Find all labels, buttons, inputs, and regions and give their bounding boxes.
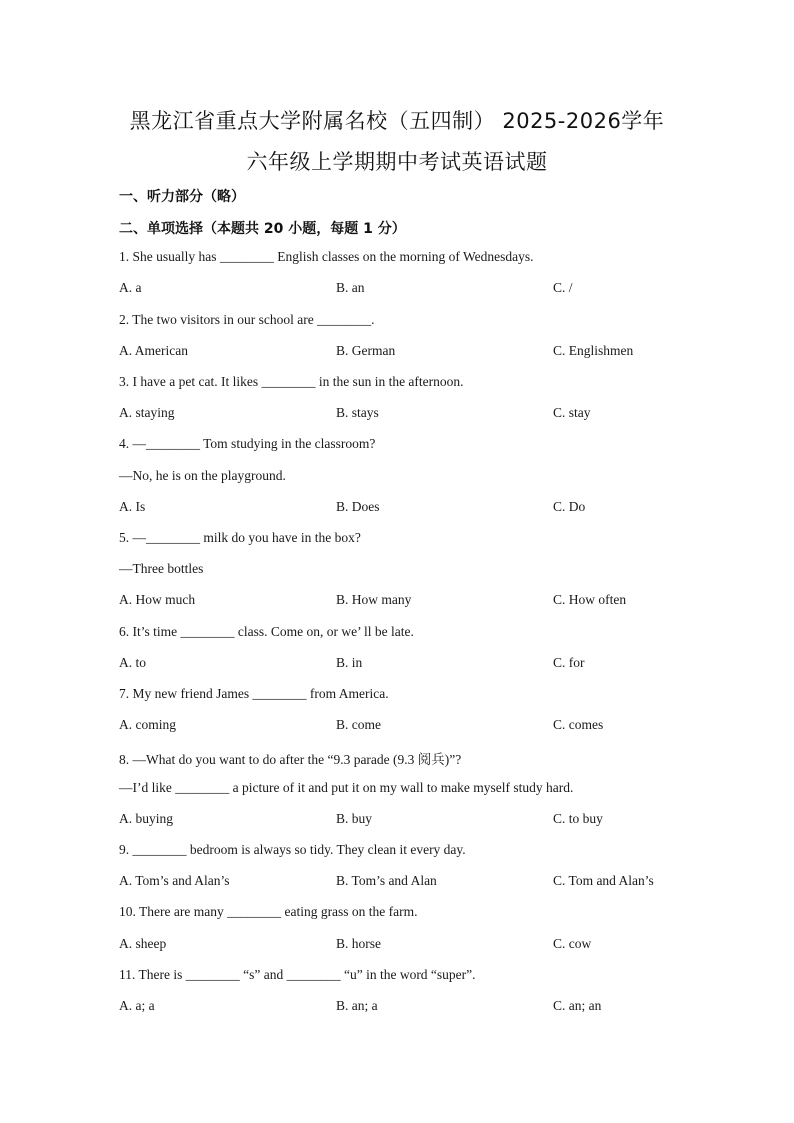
question-5-option-a: A. How much [119,592,196,607]
question-7-stem: 7. My new friend James ________ from America. [119,686,389,701]
question-2-option-a: A. American [119,343,188,358]
question-8-option-a: A. buying [119,811,173,826]
question-8-option-c: C. to buy [553,811,603,826]
question-9-option-c: C. Tom and Alan’s [553,873,654,888]
question-8-option-b: B. buy [336,811,373,826]
question-10-option-c: C. cow [553,936,592,951]
question-6-option-a: A. to [119,655,146,670]
question-4-option-b: B. Does [336,499,380,514]
question-3-option-c: C. stay [553,405,591,420]
question-4-stem: 4. —________ Tom studying in the classroom? [119,436,376,451]
question-5-stem: 5. —________ milk do you have in the box? [119,530,361,545]
question-1-option-b: B. an [336,280,365,295]
question-10-option-a: A. sheep [119,936,167,951]
question-3-option-b: B. stays [336,405,379,420]
question-1-stem: 1. She usually has ________ English classes on the morning of Wednesdays. [119,249,534,264]
question-6-option-c: C. for [553,655,585,670]
question-5-option-c: C. How often [553,592,627,607]
question-8-stem: 8. —What do you want to do after the “9.3 parade (9.3 阅兵)”? [119,752,462,767]
question-1-option-c: C. / [553,280,573,295]
question-10-option-b: B. horse [336,936,381,951]
exam-title-line2: 六年级上学期期中考试英语试题 [246,150,548,174]
question-6-option-b: B. in [336,655,363,670]
question-6-stem: 6. It’s time ________ class. Come on, or we’ ll be late. [119,624,414,639]
question-7-option-a: A. coming [119,717,176,732]
question-1-option-a: A. a [119,280,142,295]
exam-title-line1: 黑龙江省重点大学附属名校（五四制） 2025-2026学年 [129,109,665,133]
question-7-option-b: B. come [336,717,381,732]
question-2-stem: 2. The two visitors in our school are ________. [119,312,375,327]
question-8-reply: —I’d like ________ a picture of it and put it on my wall to make myself study hard. [119,780,574,795]
question-10-stem: 10. There are many ________ eating grass on the farm. [119,904,418,919]
question-4-option-a: A. Is [119,499,146,514]
question-4-option-c: C. Do [553,499,586,514]
question-3-option-a: A. staying [119,405,175,420]
question-4-reply: —No, he is on the playground. [119,468,286,483]
question-5-option-b: B. How many [336,592,412,607]
question-11-option-c: C. an; an [553,998,602,1013]
question-7-option-c: C. comes [553,717,604,732]
question-11-option-b: B. an; a [336,998,378,1013]
question-2-option-c: C. Englishmen [553,343,634,358]
question-9-option-a: A. Tom’s and Alan’s [119,873,230,888]
question-5-reply: —Three bottles [119,561,204,576]
question-9-option-b: B. Tom’s and Alan [336,873,437,888]
question-11-stem: 11. There is ________ “s” and ________ “u” in the word “super”. [119,967,476,982]
section-listening-heading: 一、听力部分（略） [119,189,245,205]
question-2-option-b: B. German [336,343,396,358]
question-11-option-a: A. a; a [119,998,155,1013]
question-9-stem: 9. ________ bedroom is always so tidy. They clean it every day. [119,842,466,857]
section-single-choice-heading: 二、单项选择（本题共 20 小题，每题 1 分） [119,221,406,237]
question-3-stem: 3. I have a pet cat. It likes ________ in the sun in the afternoon. [119,374,464,389]
